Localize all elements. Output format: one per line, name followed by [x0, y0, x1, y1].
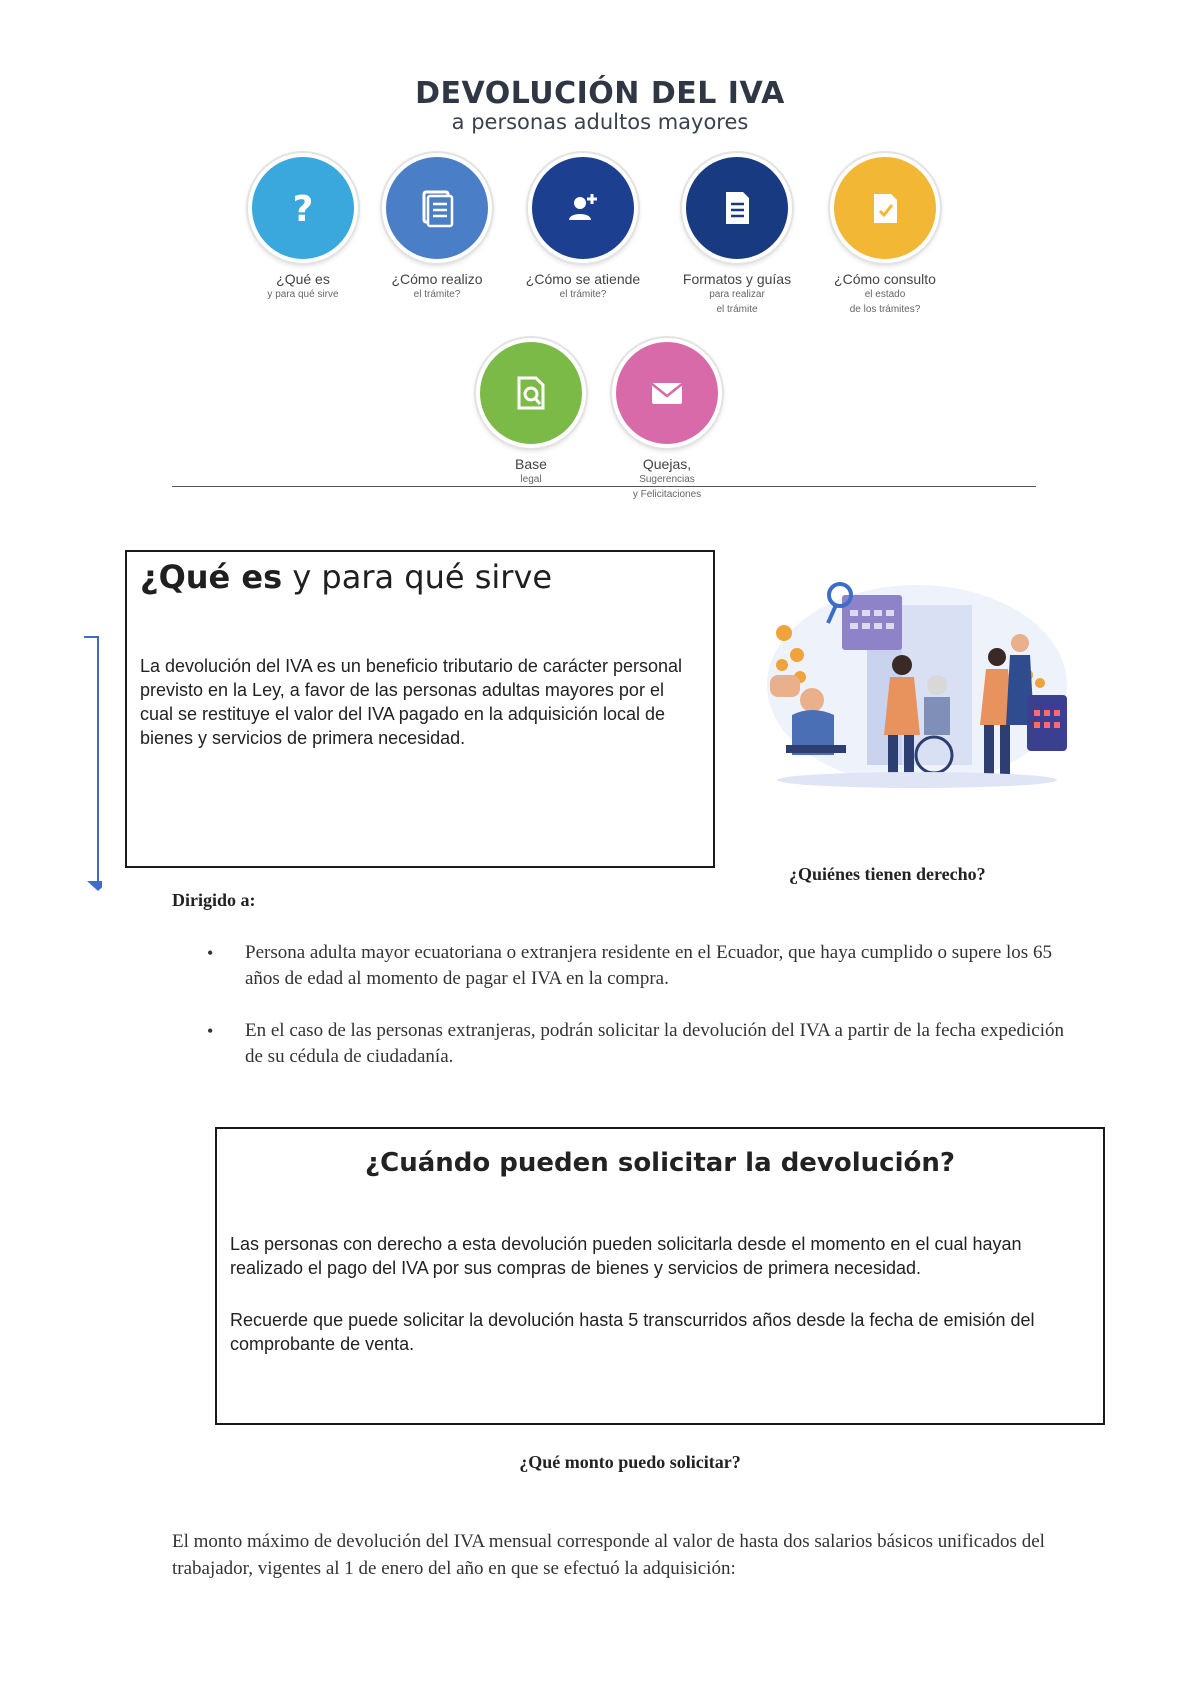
nav-como-consulto[interactable]	[800, 153, 970, 317]
bullet-icon: •	[207, 943, 214, 963]
icon-sublabel: el trámite	[716, 304, 758, 315]
dirigido-label: Dirigido a:	[172, 890, 256, 910]
icon-label: ¿Cómo consulto	[834, 271, 936, 287]
icon-sublabel: el estado	[864, 289, 906, 300]
icon-sublabel: Sugerencias	[639, 474, 695, 485]
quienes-heading: ¿Quiénes tienen derecho?	[789, 864, 986, 884]
icon-sublabel: para realizar	[709, 289, 765, 300]
icon-sublabel: de los trámites?	[849, 304, 921, 315]
icon-label: ¿Cómo realizo	[391, 271, 483, 287]
question-mark-icon	[278, 183, 328, 233]
document-icon	[415, 186, 459, 230]
svg-text:?: ?	[292, 189, 314, 230]
person-add-icon	[561, 186, 605, 230]
que-es-title	[140, 558, 552, 596]
nav-como-se-atiende[interactable]	[498, 153, 668, 302]
icon-label: Formatos y guías	[682, 271, 792, 287]
page-subtitle: a personas adultos mayores	[451, 110, 749, 134]
icon-sublabel: y para qué sirve	[267, 289, 339, 300]
question-circle[interactable]	[248, 153, 358, 263]
bracket-arrow-icon	[82, 635, 102, 891]
cuando-title: ¿Cuándo pueden solicitar la devolución?	[365, 1148, 955, 1178]
que-es-title-rest: y para qué sirve	[282, 558, 553, 596]
icon-sublabel: legal	[520, 474, 542, 485]
envelope-icon	[645, 371, 689, 415]
cuando-text	[230, 1232, 1090, 1384]
list-item-text: En el caso de las personas extranjeras, podrán solicitar la devolución del IVA a partir de la fecha expedición de su cédula de ciudadanía.	[245, 1020, 1064, 1067]
list-item	[204, 940, 1074, 992]
cuando-paragraph-1: Las personas con derecho a esta devolución pueden solicitarla desde el momento en el cual hayan realizado el pago del IVA por sus compras de bienes y servicios de primera necesidad.	[230, 1234, 1022, 1278]
monto-heading: ¿Qué monto puedo solicitar?	[519, 1452, 741, 1472]
list-item	[204, 1018, 1074, 1070]
nav-como-realizo[interactable]	[352, 153, 522, 302]
document-circle[interactable]	[382, 153, 492, 263]
seniors-illustration	[752, 565, 1072, 795]
icon-sublabel: y Felicitaciones	[632, 489, 702, 500]
que-es-text: La devolución del IVA es un beneficio tributario de carácter personal previsto en la Ley, a favor de las personas adultas mayores por el cual se restituye el valor del IVA pagado en la adquisición local de bienes y servicios de primera necesidad.	[140, 656, 683, 748]
legal-document-icon	[509, 371, 553, 415]
bullet-icon: •	[207, 1021, 214, 1041]
legal-circle[interactable]	[476, 338, 586, 448]
form-circle[interactable]	[682, 153, 792, 263]
nav-formatos-guias[interactable]	[652, 153, 822, 317]
list-item-text: Persona adulta mayor ecuatoriana o extranjera residente en el Ecuador, que haya cumplido o supere los 65 años de edad al momento de pagar el IVA en la compra.	[245, 942, 1052, 989]
icon-sublabel: el trámite?	[559, 289, 607, 300]
que-es-title-bold: ¿Qué es	[140, 558, 283, 596]
form-icon	[715, 186, 759, 230]
bullet-list	[204, 940, 1074, 1096]
cuando-paragraph-2: Recuerde que puede solicitar la devolución hasta 5 transcurridos años desde la fecha de emisión del comprobante de venta.	[230, 1310, 1035, 1354]
monto-text: El monto máximo de devolución del IVA mensual corresponde al valor de hasta dos salarios básicos unificados del trabajador, vigentes al 1 de enero del año en que se efectuó la adquisición:	[172, 1531, 1045, 1579]
icon-label: ¿Cómo se atiende	[525, 271, 641, 287]
envelope-circle[interactable]	[612, 338, 722, 448]
icon-label: ¿Qué es	[276, 271, 330, 287]
icon-label: Quejas,	[642, 456, 692, 472]
icon-label: Base	[515, 456, 547, 472]
person-circle[interactable]	[528, 153, 638, 263]
checklist-icon	[863, 186, 907, 230]
page-title: DEVOLUCIÓN DEL IVA	[415, 76, 785, 111]
divider	[172, 486, 1036, 487]
icon-sublabel: el trámite?	[413, 289, 461, 300]
checklist-circle[interactable]	[830, 153, 940, 263]
nav-quejas[interactable]	[582, 338, 752, 502]
